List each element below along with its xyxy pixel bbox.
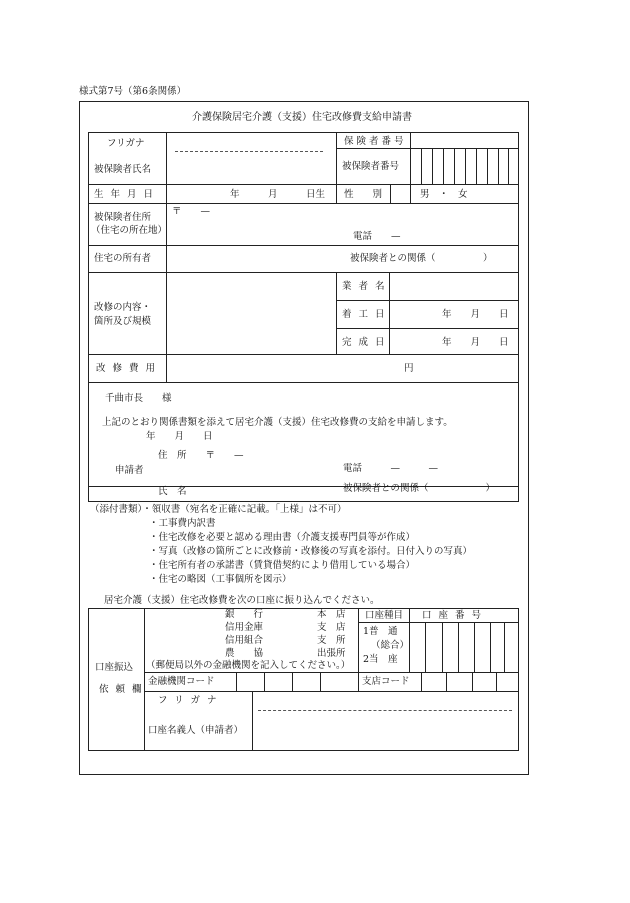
transfer-text: 居宅介護（支援）住宅改修費を次の口座に振り込んでください。	[104, 595, 380, 606]
insurer-number-label: 保険者番号	[344, 136, 407, 147]
account-type-label: 口座種目	[365, 610, 404, 621]
account-type: 1普 通	[363, 626, 398, 637]
sex-label: 性 別	[344, 189, 383, 200]
holder-furigana-label: フリガナ	[158, 695, 224, 706]
sex-options: 男 ・ 女	[420, 189, 468, 200]
account-number-label: 口座番号	[422, 610, 489, 621]
branch-type: 支 所	[317, 635, 346, 646]
start-date-format: 年 月 日	[442, 309, 509, 320]
address-sub-label: （住宅の所在地）	[91, 225, 168, 236]
branch-code-label: 支店コード	[362, 676, 410, 687]
account-type: （総合）	[371, 640, 410, 651]
contractor-label: 業者名	[342, 281, 392, 292]
bank-type: 信用組合	[225, 635, 264, 646]
attachment-item: ・住宅所有者の承諾書（賃貸借契約により借用している場合）	[149, 560, 416, 571]
bank-sub-label: 依頼欄	[99, 684, 149, 695]
application-text: 上記のとおり関係書類を添えて居宅介護（支援）住宅改修費の支給を申請します。	[102, 417, 453, 428]
application-form	[79, 101, 529, 775]
attachment-item: ・工事費内訳書	[149, 518, 216, 529]
owner-label: 住宅の所有者	[94, 253, 152, 264]
mayor-address: 千曲市長 様	[105, 393, 172, 404]
form-title: 介護保険居宅介護（支援）住宅改修費支給申請書	[192, 112, 412, 123]
finish-date-format: 年 月 日	[442, 337, 509, 348]
applicant-phone: 電話 — —	[343, 463, 439, 474]
birthdate-label: 生年月日	[94, 189, 161, 200]
bank-type: 信用金庫	[225, 622, 264, 633]
bank-type: 銀 行	[225, 609, 264, 620]
attachment-item: ・住宅改修を必要と認める理由書（介護支援専門員等が作成）	[149, 532, 416, 543]
insured-name-label: 被保険者氏名	[94, 164, 152, 175]
form-number: 様式第7号（第6条関係）	[79, 86, 187, 97]
renovation-sub-label: 箇所及び規模	[94, 316, 152, 327]
finish-label: 完成日	[342, 337, 392, 348]
birthdate-format: 年 月 日生	[230, 189, 326, 200]
applicant-label: 申請者	[115, 465, 144, 476]
renovation-label: 改修の内容・	[94, 302, 152, 313]
branch-type: 本 店	[317, 609, 346, 620]
bank-code-label: 金融機関コード	[148, 676, 215, 687]
phone-label: 電話 —	[353, 231, 401, 242]
attachment-item: ・住宅の略図（工事個所を図示）	[149, 574, 292, 585]
attachment-item: ・写真（改修の箇所ごとに改修前・改修後の写真を添付。日付入りの写真）	[149, 546, 473, 557]
application-date: 年 月 日	[146, 431, 213, 442]
branch-type: 支 店	[317, 622, 346, 633]
cost-label: 改修費用	[96, 363, 163, 374]
postal-mark: 〒 —	[172, 206, 211, 217]
account-type: 2当 座	[363, 654, 398, 665]
relation-label: 被保険者との関係（ ）	[350, 253, 493, 264]
bank-label: 口座振込	[95, 662, 134, 673]
holder-name-label: 口座名義人（申請者）	[148, 725, 244, 736]
furigana-label: フリガナ	[107, 138, 145, 149]
applicant-address: 住 所 〒 —	[158, 450, 244, 461]
applicant-relation: 被保険者との関係（ ）	[343, 483, 496, 494]
insured-number-label: 被保険者番号	[342, 161, 400, 172]
yen-mark: 円	[404, 363, 414, 374]
address-label: 被保険者住所	[94, 212, 152, 223]
start-label: 着工日	[342, 309, 392, 320]
postal-note: （郵便局以外の金融機関を記入してください。）	[146, 660, 351, 671]
bank-type: 農 協	[225, 648, 264, 659]
applicant-name: 氏 名	[158, 486, 187, 497]
branch-type: 出張所	[317, 648, 346, 659]
attachment-item: （添付書類）・領収書（宛名を正確に記載。「上様」は不可）	[90, 504, 347, 515]
